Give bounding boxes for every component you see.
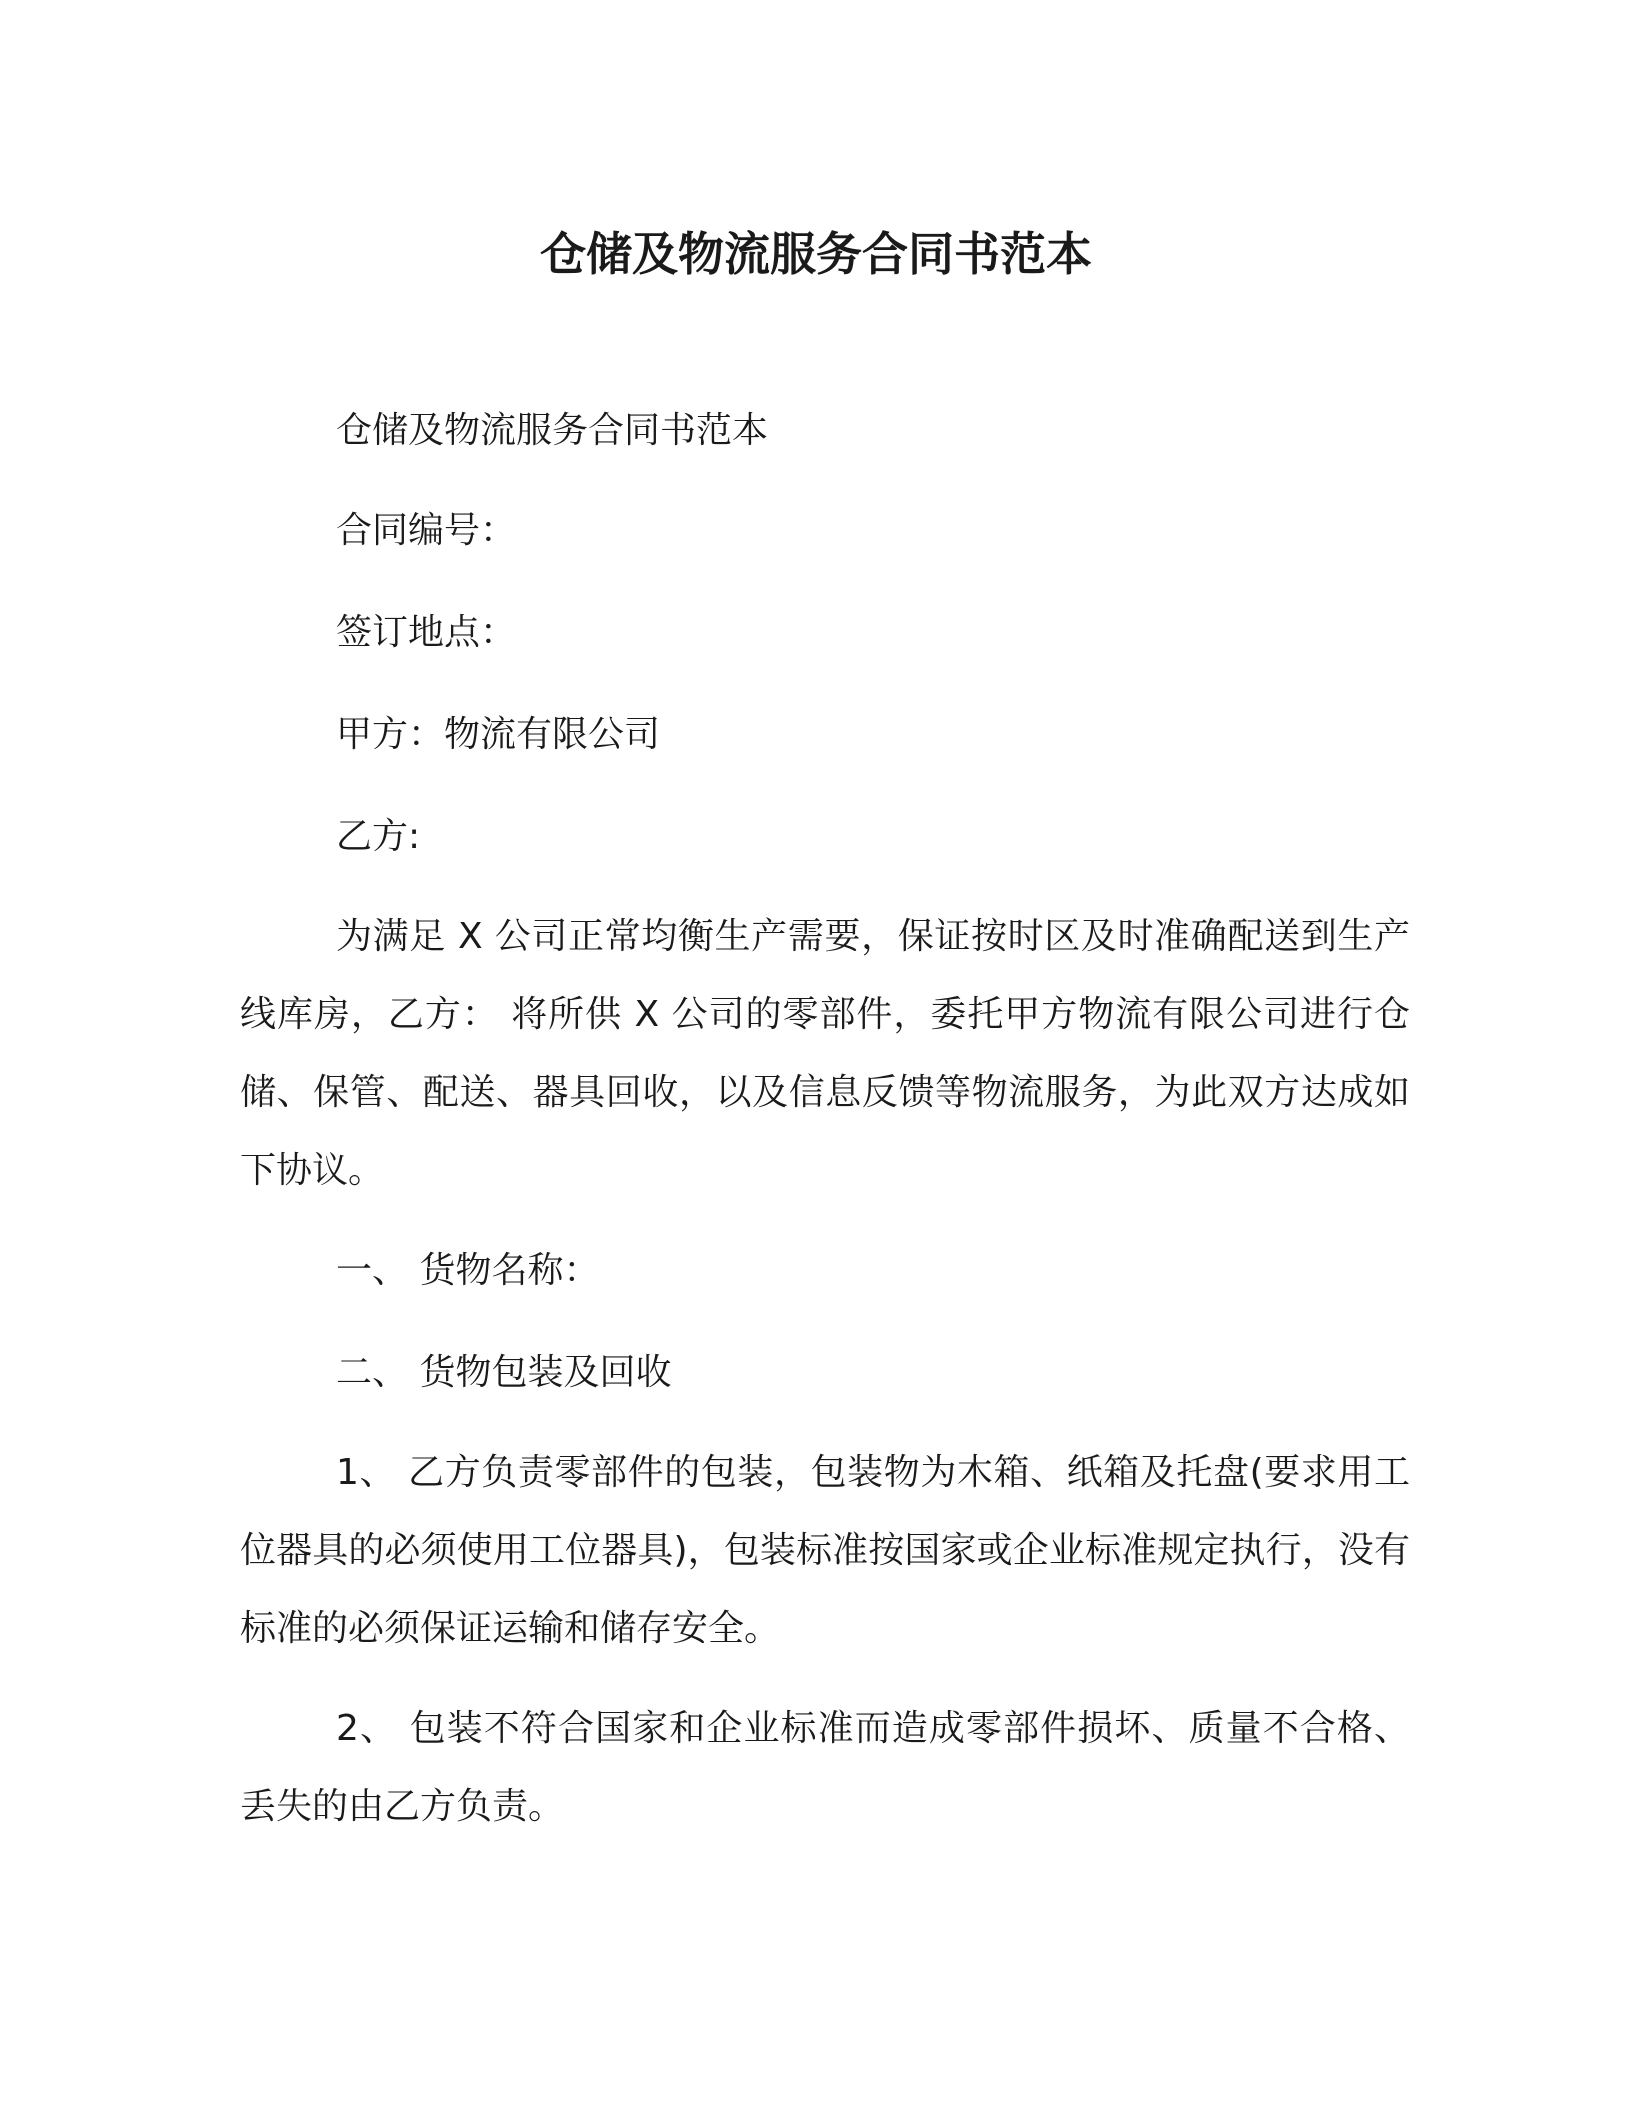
clause-1-paragraph: 1、 乙方负责零部件的包装，包装物为木箱、纸箱及托盘(要求用工位器具的必须使用工位器具)，包装标准按国家或企业标准规定执行，没有标准的必须保证运输和储存安全。 xyxy=(240,1452,1410,1649)
subtitle-paragraph: 仓储及物流服务合同书范本 xyxy=(336,410,769,451)
section-heading-packaging: 二、 货物包装及回收 xyxy=(336,1352,672,1393)
preamble-paragraph: 为满足 X 公司正常均衡生产需要，保证按时区及时准确配送到生产线库房，乙方： 将所供 X 公司的零部件，委托甲方物流有限公司进行仓储、保管、配送、器具回收，以及信息反馈等物流服务，为此双方达成如下协议。 xyxy=(240,916,1410,1191)
party-b-field: 乙方: xyxy=(336,816,421,857)
document-title: 仓储及物流服务合同书范本 xyxy=(540,227,1092,281)
section-heading-goods-name: 一、 货物名称： xyxy=(336,1250,600,1291)
party-a-field: 甲方：物流有限公司 xyxy=(336,714,661,755)
clause-2-paragraph: 2、 包装不符合国家和企业标准而造成零部件损坏、质量不合格、丢失的由乙方负责。 xyxy=(240,1708,1410,1827)
contract-number-field: 合同编号： xyxy=(336,510,517,551)
signing-location-field: 签订地点： xyxy=(336,612,517,653)
